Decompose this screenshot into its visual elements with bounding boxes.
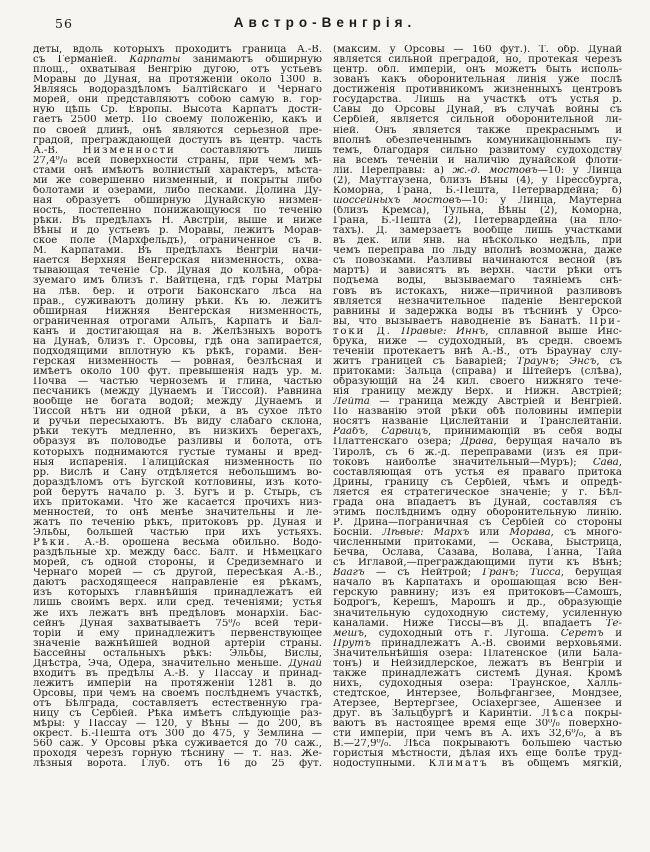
text-line: подходящими вплотную къ рѣкѣ, горами. Вен- bbox=[33, 346, 322, 357]
text-line: Бассейны остальныхъ рѣкъ: Эльбы, Вислы, bbox=[33, 648, 322, 659]
text-line: стедтское, Интерзее, Вольфгангзее, Мондзее, bbox=[333, 689, 622, 699]
text-line: темъ, благодаря сильно развитому судоходству bbox=[333, 145, 622, 156]
text-line: Почва — частью черноземъ и глина, частью bbox=[33, 377, 322, 388]
text-line: шоссейныхъ мостовъ—10: у Линца, Маутерна bbox=[333, 195, 622, 206]
text-line: мѣры: у Пассау — 120, у Вѣны — до 200, въ bbox=[33, 719, 322, 730]
text-line: каналами. Ниже Тиссы—въ Д. впадаетъ Те- bbox=[333, 618, 622, 629]
text-line: тахъ). Д. замерзаетъ вообще лишь участками bbox=[333, 226, 622, 237]
text-line: Бечва, Ослава, Сазава, Волава, Ганна, Тайа bbox=[333, 548, 622, 559]
text-line: ная образуетъ обширную Дунайскую низмен- bbox=[33, 195, 322, 206]
spaced-term: Рѣки. bbox=[33, 538, 72, 549]
text-line: ліи. Переправы: а) ж.-д. мостовъ—10: у Линца bbox=[333, 165, 622, 176]
text-line: мартѣ) и зависятъ въ верхн. части рѣки отъ bbox=[333, 266, 622, 277]
text-line: притоками: Зальца (справа) и Штейеръ (слѣва), bbox=[333, 367, 622, 377]
running-title: Австро-Венгрія. bbox=[233, 15, 417, 30]
text-line: герскую равнину; изъ ея притоковъ—Самошъ, bbox=[333, 588, 622, 599]
text-line: Атерзее, Вертергзее, Осіахергзее, Ашензее и bbox=[333, 699, 622, 710]
text-line: герская низменность — ровная, безлѣсная и bbox=[33, 356, 322, 367]
text-line: ность, постепенно понижающуюся по теченію bbox=[33, 206, 322, 216]
text-line: которыхъ поднимаются густые туманы и вред- bbox=[33, 447, 322, 458]
text-line: составляющая отъ устья ея праваго притока bbox=[333, 467, 622, 478]
text-line: гористыя мѣстности, дѣлая ихъ еще болѣе труд- bbox=[333, 749, 622, 760]
italic-term: мешъ bbox=[333, 628, 364, 639]
text-line: Дрины, границу съ Сербіей, чѣмъ и опредѣ- bbox=[333, 477, 622, 488]
italic-term: Иннъ bbox=[456, 326, 486, 337]
italic-term: Серетъ bbox=[560, 628, 604, 639]
text-line: 27,4⁰/₀ всей поверхности страны, при чемъ мѣ- bbox=[33, 155, 322, 166]
text-line: подъема воды, вызываемаго таяніемъ снѣ- bbox=[333, 276, 622, 287]
text-line: Орсовы, при чемъ на своемъ послѣднемъ участкѣ, bbox=[33, 689, 322, 699]
text-line: и ручьи пересыхаютъ. Въ виду слабаго склона, bbox=[33, 417, 322, 428]
text-line: болотами и озерами, либо песками. Долина Ду- bbox=[33, 185, 322, 196]
text-line: друг. въ Зальцбургѣ и Каринтіи. Лѣса покры- bbox=[333, 709, 622, 720]
text-line: говъ въ истокахъ, ниже—причиной разливовъ bbox=[333, 286, 622, 297]
italic-term: Прутъ bbox=[333, 638, 371, 649]
spaced-term: При- bbox=[589, 316, 622, 327]
spaced-term: Лѣса bbox=[541, 709, 576, 720]
text-line: Эльбы, большей частью при ихъ устьяхъ. bbox=[33, 528, 322, 538]
text-line: токи Д. Правые: Иннъ, сплавной выше Инс- bbox=[333, 326, 622, 337]
text-line: государства. Лишь на участкѣ отъ устья р. bbox=[333, 95, 622, 106]
text-line: Бодрогъ, Керешъ, Марошъ и др., образующіе bbox=[333, 598, 622, 609]
text-line: равнины и задержка воды въ тѣснинѣ у Орсо- bbox=[333, 306, 622, 317]
text-line: достиженія противникомъ жизненныхъ центровъ bbox=[333, 85, 622, 96]
text-line: начало въ Карпатахъ и орошающая всю Вен- bbox=[333, 578, 622, 589]
text-line: Тиссой нѣтъ ни одной рѣки, а въ сухое лѣто bbox=[33, 407, 322, 418]
text-line: По названію этой рѣки обѣ половины имперіи bbox=[333, 407, 622, 418]
text-line: сейнъ Дуная захватываетъ 75⁰/₀ всей тери- bbox=[33, 618, 322, 629]
text-line: тонъ) и Нейзидлерское, лежатъ въ Венгріи и bbox=[333, 658, 622, 669]
text-line: центр. обл. имперіи, онъ можетъ быть исполь- bbox=[333, 65, 622, 76]
text-line: ваютъ въ настоящее время еще 30⁰/₀ поверхно- bbox=[333, 719, 622, 730]
text-line: тывающая теченіе Ср. Дуная до колѣна, обра- bbox=[33, 266, 322, 277]
italic-term: Карпаты bbox=[129, 55, 181, 66]
text-line: канъ и достигающая на в. Желѣзныхъ воротъ bbox=[33, 326, 322, 337]
text-line: окрест. Б.-Пешта отъ 300 до 475, у Землина — bbox=[33, 729, 322, 740]
text-line: зованъ какъ оборонительная линія уже послѣ bbox=[333, 75, 622, 86]
text-line: ограниченная отрогами Альпъ, Карпатъ и Бал- bbox=[33, 316, 322, 327]
text-line: является незначительное паденіе Венгерской bbox=[333, 296, 622, 307]
text-line: (близъ Кремса), Тульна, Вѣны (2), Коморна, bbox=[333, 206, 622, 216]
right-column bbox=[333, 45, 622, 770]
text-line: Ваагъ — съ Нейтрой; Гранъ; Тисса, берущая bbox=[333, 568, 622, 579]
text-line: носятъ названіе Цислейтаніи и Транслейтаніи. bbox=[333, 417, 622, 428]
text-line: съ Иглавой,—преграждающими пути къ Вѣнѣ; bbox=[333, 558, 622, 569]
text-line: въ дек. или янв. на нѣсколько недѣль, при bbox=[333, 236, 622, 247]
italic-term: Морава bbox=[509, 528, 551, 538]
text-line: нодоступными. Климатъ въ общемъ мягкій, bbox=[333, 759, 622, 770]
text-line: В.—27,9⁰/₀. Лѣса покрываютъ большею частью bbox=[333, 739, 622, 750]
text-line: Лейта — граница между Австріей и Венгріей. bbox=[333, 397, 622, 408]
text-line: съ повозками. Разливы начинаются весной (въ bbox=[333, 256, 622, 267]
text-line: на всемъ теченіи и наличію дунайской флоти- bbox=[333, 155, 622, 166]
italic-term: Энсъ bbox=[569, 356, 597, 367]
text-line: лежитъ имперіи на протяженіи 1281 в. до bbox=[33, 678, 322, 689]
text-line: торіи и ему принадлежитъ первенствующее bbox=[33, 628, 322, 639]
text-line: (2), Маутгаузена, близъ Вѣны (4), у Прессбурга, bbox=[333, 175, 622, 186]
text-line: Босніи. Лѣвые: Мархъ или Морава, съ много- bbox=[333, 528, 622, 538]
text-line: на Дунаѣ, близъ г. Орсовы, гдѣ она запирается, bbox=[33, 336, 322, 347]
text-columns bbox=[0, 45, 650, 770]
text-line: нихъ, судоходныя озера: Траунское, Халль- bbox=[333, 678, 622, 689]
text-line: 560 саж. У Орсовы рѣка суживается до 70 саж., bbox=[33, 739, 322, 750]
text-line: же ихъ лежатъ внѣ предѣловъ монархіи. Бас- bbox=[33, 608, 322, 619]
text-line: Р. Дрина—пограничная съ Сербіей со стороны bbox=[333, 517, 622, 528]
page-number: 56 bbox=[55, 16, 73, 31]
text-line: рр. Вислѣ и Сану отдѣляется небольшимъ во- bbox=[33, 467, 322, 478]
text-line: сти имперіи, при чемъ въ А. ихъ 32,6⁰/₀, а въ bbox=[333, 729, 622, 740]
text-line: жатъ по теченію рѣкъ, притоковъ рр. Дуная и bbox=[33, 517, 322, 528]
text-line: ную цѣпь Ср. Европы. Высота Карпатъ дости- bbox=[33, 105, 322, 116]
text-line: на лѣв. бер. и отроги Баконскаго лѣса на bbox=[33, 286, 322, 297]
text-line: имѣетъ около 100 фут. превышенія надъ ур. м. bbox=[33, 367, 322, 377]
text-line: ляется ея стратегическое значеніе; у г. Бѣл- bbox=[333, 487, 622, 498]
italic-term: Лейта bbox=[333, 397, 370, 408]
text-line: мешъ, судоходный отъ г. Лугоша. Серетъ и bbox=[333, 628, 622, 639]
text-line: вы, что вызываетъ наводненіе въ Банатѣ. При- bbox=[333, 316, 622, 327]
text-line: житъ границей съ Баваріей; Траунъ; Энсъ, съ bbox=[333, 356, 622, 367]
text-line: является сильной преградой, но, протекая черезъ bbox=[333, 55, 622, 66]
text-line: вполнѣ обезпеченнымъ комуникаціоннымъ пу- bbox=[333, 135, 622, 146]
text-line: брука, ниже — судоходный, въ средн. своемъ bbox=[333, 336, 622, 347]
text-line: значеніе важнѣйшей водной артеріи страны. bbox=[33, 638, 322, 649]
text-line: раздѣльные хр. между басс. Балт. и Нѣмецкаго bbox=[33, 548, 322, 559]
text-line: Коморна, Грана, Б.-Пешта, Петервардейна; б) bbox=[333, 185, 622, 196]
text-line: Значительнѣйшія озера: Платенское (или Бала- bbox=[333, 648, 622, 659]
text-line: ницу съ Сербіей. Рѣка имѣетъ слѣдующіе раз- bbox=[33, 709, 322, 720]
spaced-term: Климатъ bbox=[428, 759, 489, 770]
text-line: А.-В. Низменности составляютъ лишь bbox=[33, 145, 322, 156]
italic-term: ж.-д. мостовъ bbox=[452, 165, 538, 176]
text-line: Вѣны и до устьевъ р. Моравы, лежитъ Морав- bbox=[33, 226, 322, 237]
text-line: града она впадаетъ въ Дунай, составляя съ bbox=[333, 497, 622, 508]
text-line: ми же совершенно низменный, и покрыты либо bbox=[33, 175, 322, 186]
text-line: градой, преграждающей доступъ въ центр. часть bbox=[33, 135, 322, 146]
italic-term: Дунай bbox=[288, 658, 322, 669]
italic-term: шоссейныхъ мостовъ bbox=[333, 195, 462, 206]
text-line: лѣзныя ворота. Глуб. отъ 16 до 25 фут. bbox=[33, 759, 322, 770]
text-line: ніей. Онъ является также прекраснымъ и bbox=[333, 125, 622, 136]
text-line: рѣки текутъ медленно, въ низкихъ берегахъ, bbox=[33, 427, 322, 438]
text-line: съ Германіей. Карпаты занимаютъ обширную bbox=[33, 55, 322, 66]
text-line: Рѣки. А.-В. орошена весьма обильно. Водо- bbox=[33, 538, 322, 549]
text-line: морей, съ одной стороны, и Средиземнаго и bbox=[33, 558, 322, 569]
spaced-term: токи Д. bbox=[333, 326, 392, 337]
text-line: по своей длинѣ, онѣ являются серьезной пре- bbox=[33, 125, 322, 136]
text-line: Платтенскаго озера; Драва, берущая начало въ bbox=[333, 437, 622, 448]
text-line: ихъ притоками. Что же касается прочихъ низ- bbox=[33, 497, 322, 508]
text-line: Чернаго морей — съ другой, пересѣкая А.-В., bbox=[33, 568, 322, 579]
text-line: вообще не богата водой; между Дунаемъ и bbox=[33, 397, 322, 408]
text-line: Грана, Б.-Пешта (2), Петервардейна (на пло- bbox=[333, 216, 622, 227]
text-line: Являясь водораздѣломъ Балтійскаго и Чернаго bbox=[33, 85, 322, 96]
text-line: значительную судоходную систему, усиленную bbox=[333, 608, 622, 619]
text-line: дораздѣломъ отъ Бугской котловины, изъ кото- bbox=[33, 477, 322, 488]
italic-term: Те- bbox=[605, 618, 622, 629]
italic-term: Правые: bbox=[401, 326, 447, 337]
italic-term: Гранъ bbox=[482, 568, 516, 579]
text-line: морей, они представляютъ собою самую в. гор- bbox=[33, 95, 322, 106]
text-line: Савы до Орсовы Дунай, въ случаѣ войны съ bbox=[333, 105, 622, 116]
italic-term: Траунъ bbox=[516, 356, 556, 367]
text-line: даютъ расходящееся направленіе ея рѣкамъ, bbox=[33, 578, 322, 589]
text-line: М. Карпатами. Въ предѣлахъ Венгріи начи- bbox=[33, 246, 322, 257]
italic-term: Драва bbox=[460, 437, 494, 448]
text-line: токовъ наиболѣе значительный—Муръ); Сава, bbox=[333, 457, 622, 468]
text-line: прав., суживаютъ долину рѣки. Къ ю. лежитъ bbox=[33, 296, 322, 307]
text-line: численными притоками, — Оскава, Быстрица, bbox=[333, 538, 622, 549]
text-line: входитъ въ предѣлы А.-В. у Пассау и принад- bbox=[33, 668, 322, 679]
text-line: Раабъ, Сарвицъ, принимающій въ себя воды bbox=[333, 427, 622, 438]
text-line: проходя черезъ горную тѣснину — т. наз. Же- bbox=[33, 749, 322, 760]
text-line: Тиролѣ, съ 6 ж.-д. переправами (изъ ея при- bbox=[333, 447, 622, 458]
text-line: теченіи протекаетъ внѣ А.-В., отъ Браунау слу- bbox=[333, 346, 622, 357]
text-line: площ., охватывая Венгрію дугою, отъ устьевъ bbox=[33, 65, 322, 76]
text-line: ныя испаренія. Галиційская низменность по bbox=[33, 457, 322, 468]
text-line: лишь своимъ верх. или сред. теченіями; устья bbox=[33, 598, 322, 609]
text-line: стами онѣ имѣютъ волнистый характеръ, мѣста- bbox=[33, 165, 322, 176]
text-line: (максим. у Орсовы — 160 фут.). Т. обр. Дунай bbox=[333, 45, 622, 55]
left-column bbox=[33, 45, 322, 770]
italic-term: Ваагъ bbox=[333, 568, 365, 579]
italic-term: Лѣвые: Мархъ bbox=[382, 528, 470, 538]
spaced-term: Низменности bbox=[82, 145, 176, 156]
text-line: этимъ послѣднимъ одну оборонительную линію. bbox=[333, 507, 622, 518]
italic-term: Раабъ, Сарвицъ bbox=[333, 427, 429, 438]
italic-term: Сава bbox=[592, 457, 619, 468]
text-line: нія границу между Верх. и Нижн. Австріей; bbox=[333, 387, 622, 398]
text-line: Днѣстра, Эча, Одера, значительно меньше. Дунай bbox=[33, 658, 322, 669]
text-line: Прутъ принадлежатъ А.-В. своими верховьями. bbox=[333, 638, 622, 649]
italic-term: Тисса bbox=[529, 568, 561, 579]
text-line: также принадлежатъ системѣ Дуная. Кромѣ bbox=[333, 668, 622, 679]
text-line: зуемаго имъ близъ г. Вайтцена, гдѣ горы Матры bbox=[33, 276, 322, 287]
page-header bbox=[0, 0, 650, 45]
text-line: гаетъ 2500 метр. По своему положенію, какъ и bbox=[33, 115, 322, 126]
text-line: чемъ переправа по льду вполнѣ возможна, даже bbox=[333, 246, 622, 257]
text-line: песчаникъ (между Дунаемъ и Тиссой). Равнина bbox=[33, 387, 322, 398]
text-line: рѣки. Въ предѣлахъ Н. Австріи, выше и ниже bbox=[33, 216, 322, 227]
text-line: изъ которыхъ главнѣйшія принадлежатъ ей bbox=[33, 588, 322, 599]
text-line: обширная Нижняя Венгерская низменность, bbox=[33, 306, 322, 317]
text-line: нается Верхняя Венгерская низменность, охва- bbox=[33, 256, 322, 267]
text-line: Моравы до Дуная, на протяженіи около 1300 в. bbox=[33, 75, 322, 86]
text-line: образующій на 24 кил. своего нижняго тече- bbox=[333, 377, 622, 388]
text-line: деты, вдоль которыхъ проходитъ граница А.-В. bbox=[33, 45, 322, 55]
text-line: Сербіей, является сильной оборонительной ли- bbox=[333, 115, 622, 126]
text-line: ское поле (Мархфельдъ), ограниченное съ в. bbox=[33, 236, 322, 247]
text-line: рой берутъ начало р. З. Бугъ и р. Стырь, съ bbox=[33, 487, 322, 498]
text-line: менностей, то онѣ менѣе значительны и ле- bbox=[33, 507, 322, 518]
text-line: образуя въ половодье разливы и болота, отъ bbox=[33, 437, 322, 448]
text-line: отъ Бѣлграда, составляетъ естественную гра- bbox=[33, 699, 322, 710]
